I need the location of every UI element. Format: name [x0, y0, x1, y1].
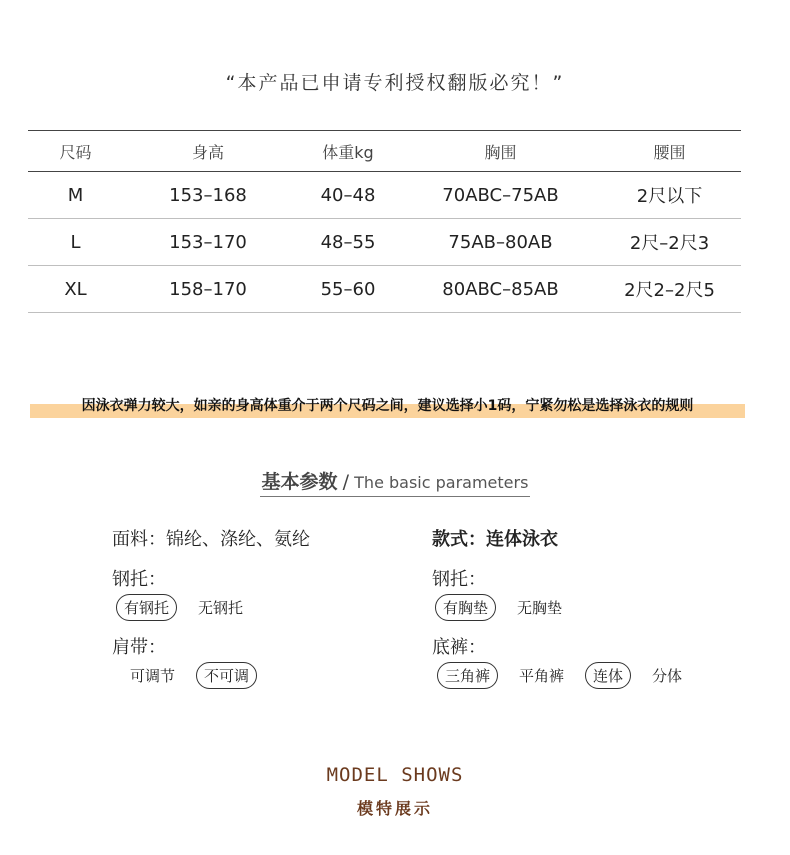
params-title-separator: /	[342, 471, 350, 493]
right-wire-label: 钢托：	[432, 569, 486, 590]
bottom-label: 底裤：	[432, 637, 486, 658]
option-triangle-briefs: 三角裤	[437, 662, 498, 689]
cell-waist: 2尺以下	[598, 172, 741, 219]
strap-options	[123, 662, 257, 689]
fabric-info: 面料：锦纶、涤纶、氨纶	[112, 529, 310, 550]
cell-waist: 2尺2–2尺5	[598, 266, 741, 313]
cell-weight: 48–55	[293, 219, 403, 266]
patent-notice: “本产品已申请专利授权翻版必究！”	[225, 72, 565, 94]
size-chart-table	[28, 130, 741, 313]
cell-weight: 40–48	[293, 172, 403, 219]
params-title-cn: 基本参数	[261, 471, 338, 493]
model-shows-subtitle: 模特展示	[356, 799, 433, 818]
header-waist: 腰围	[598, 131, 741, 172]
header-size: 尺码	[28, 131, 123, 172]
table-row	[28, 266, 741, 313]
option-not-adjustable: 不可调	[196, 662, 257, 689]
option-one-piece: 连体	[585, 662, 631, 689]
table-row	[28, 219, 741, 266]
cell-size: XL	[28, 266, 123, 313]
style-label: 款式：	[432, 529, 486, 550]
table-row	[28, 172, 741, 219]
cell-height: 158–170	[123, 266, 293, 313]
style-info	[432, 525, 558, 551]
header-bust: 胸围	[403, 131, 598, 172]
cell-waist: 2尺–2尺3	[598, 219, 741, 266]
cell-weight: 55–60	[293, 266, 403, 313]
header-weight: 体重kg	[293, 131, 403, 172]
option-adjustable: 可调节	[130, 667, 176, 685]
cell-bust: 70ABC–75AB	[403, 172, 598, 219]
params-heading-underline	[260, 467, 531, 497]
option-boyshorts: 平角裤	[519, 667, 565, 685]
cell-bust: 75AB–80AB	[403, 219, 598, 266]
strap-label: 肩带：	[112, 637, 166, 658]
params-title-en: The basic parameters	[354, 473, 529, 492]
size-tip: 因泳衣弹力较大，如亲的身高体重介于两个尺码之间，建议选择小1码，宁紧勿松是选择泳衣的规则	[81, 398, 694, 414]
option-no-wire: 无钢托	[198, 599, 244, 617]
size-chart-header-row	[28, 131, 741, 172]
left-wire-options	[116, 594, 250, 621]
option-no-pad: 无胸垫	[517, 599, 563, 617]
cell-size: L	[28, 219, 123, 266]
bottom-options	[437, 662, 689, 689]
option-two-piece: 分体	[652, 667, 683, 685]
cell-height: 153–170	[123, 219, 293, 266]
params-heading	[0, 467, 790, 497]
option-with-pad: 有胸垫	[435, 594, 496, 621]
option-with-wire: 有钢托	[116, 594, 177, 621]
header-height: 身高	[123, 131, 293, 172]
model-shows-title: MODEL SHOWS	[326, 764, 464, 786]
cell-size: M	[28, 172, 123, 219]
style-value: 连体泳衣	[486, 529, 558, 550]
left-wire-label: 钢托：	[112, 569, 166, 590]
cell-height: 153–168	[123, 172, 293, 219]
cell-bust: 80ABC–85AB	[403, 266, 598, 313]
pad-options	[435, 594, 569, 621]
